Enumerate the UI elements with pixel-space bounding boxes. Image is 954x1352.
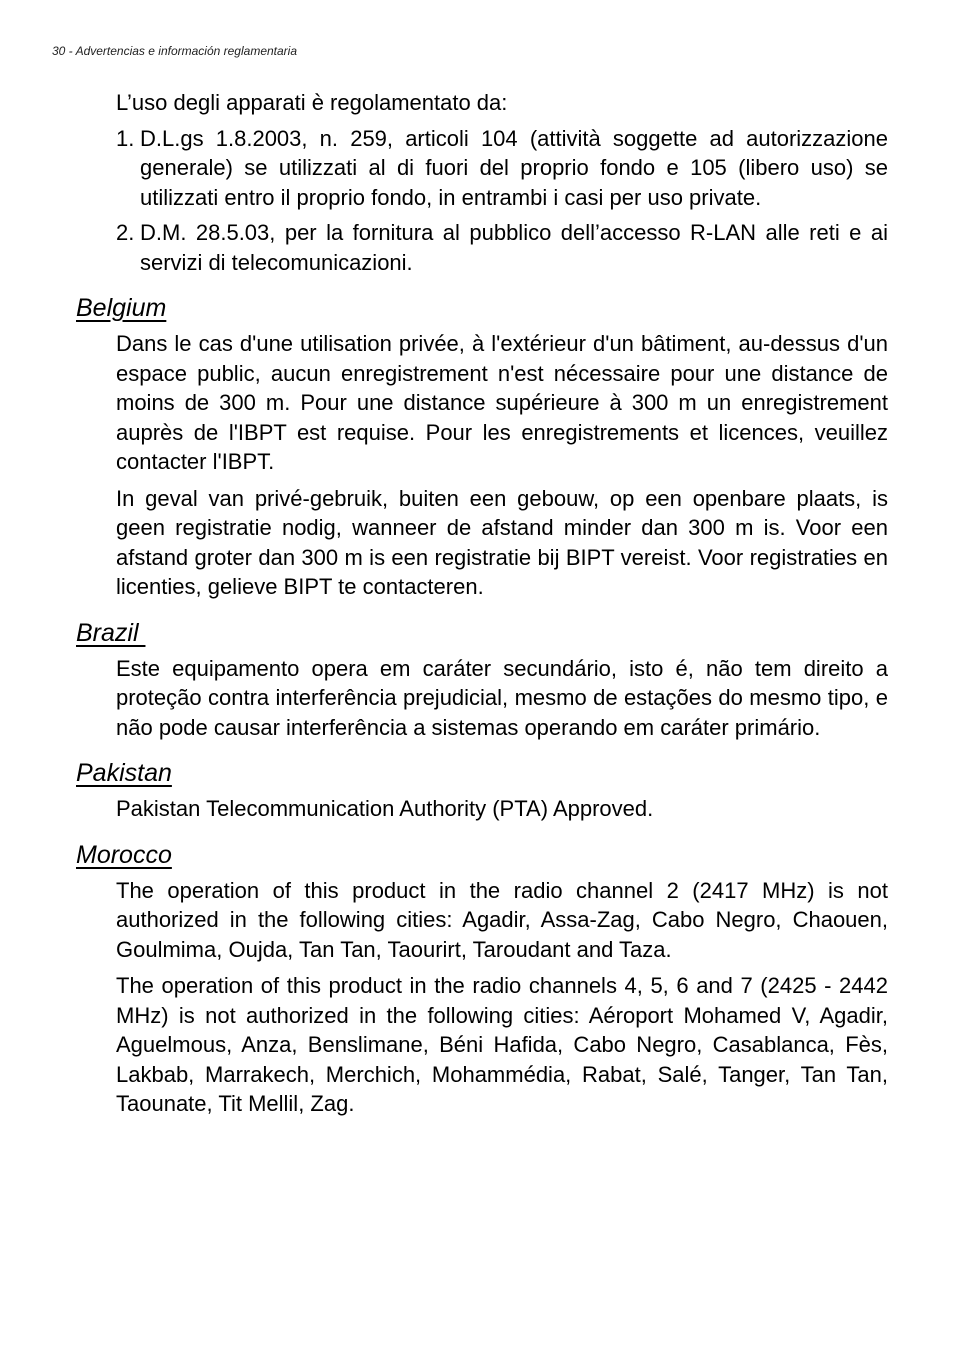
regulation-list	[0, 124, 954, 278]
section-paragraph: Este equipamento opera em caráter secundário, isto é, não tem direito a proteção contra interferência prejudicial, mesmo de estações do mesmo tipo, e não pode causar interferência a sistemas operando em caráter primário.	[116, 655, 888, 740]
section-paragraph: In geval van privé-gebruik, buiten een gebouw, op een openbare plaats, is geen registratie nodig, wanneer de afstand minder dan 300 m is. Voor een afstand groter dan 300 m is een registratie bij BIPT vereist. Voor registraties en licenties, gelieve BIPT te contacteren.	[116, 485, 888, 599]
section-paragraph: Pakistan Telecommunication Authority (PTA) Approved.	[116, 796, 654, 821]
section-paragraph: Dans le cas d'une utilisation privée, à l'extérieur d'un bâtiment, au-dessus d'un espace public, aucun enregistrement n'est nécessaire pour une distance de moins de 300 m. Pour une distance supérieure à 300 m un enregistrement auprès de l'IBPT est requise. Pour les enregistrements et licences, veuillez contacter l'IBPT.	[116, 331, 888, 474]
list-item-number: 2.	[116, 220, 135, 245]
page-content	[0, 88, 954, 1119]
section-paragraph: The operation of this product in the radio channels 4, 5, 6 and 7 (2425 - 2442 MHz) is not authorized in the following cities: Aéroport Mohamed V, Agadir, Aguelmous, Anza, Benslimane, Béni Hafida, Cabo Negro, Casablanca, Fès, Lakbab, Marrakech, Merchich, Mohammédia, Rabat, Salé, Tanger, Tan Tan, Taounate, Tit Mellil, Zag.	[116, 973, 888, 1116]
list-item	[116, 218, 888, 277]
list-item-number: 1.	[116, 125, 135, 151]
section-heading-belgium: Belgium	[76, 294, 167, 322]
section-heading-brazil: Brazil	[76, 618, 146, 647]
section-heading-pakistan: Pakistan	[76, 759, 172, 787]
running-header: 30 - Advertencias e información reglamentaria	[52, 44, 298, 58]
list-item-text: D.M. 28.5.03, per la fornitura al pubblico dell’accesso R-LAN alle reti e ai servizi di telecomunicazioni.	[140, 220, 888, 275]
section-paragraph: The operation of this product in the radio channel 2 (2417 MHz) is not authorized in the following cities: Agadir, Assa-Zag, Cabo Negro, Chaouen, Goulmima, Oujda, Tan Tan, Taourirt, Taroudant and Taza.	[116, 877, 888, 962]
intro-paragraph: L’uso degli apparati è regolamentato da:	[116, 90, 508, 115]
list-item	[116, 124, 888, 213]
list-item-text: D.L.gs 1.8.2003, n. 259, articoli 104 (attività soggette ad autorizzazione generale) se utilizzati al di fuori del proprio fondo e 105 (libero uso) se utilizzati entro il proprio fondo, in entrambi i casi per uso private.	[140, 125, 888, 210]
section-heading-morocco: Morocco	[76, 840, 172, 869]
